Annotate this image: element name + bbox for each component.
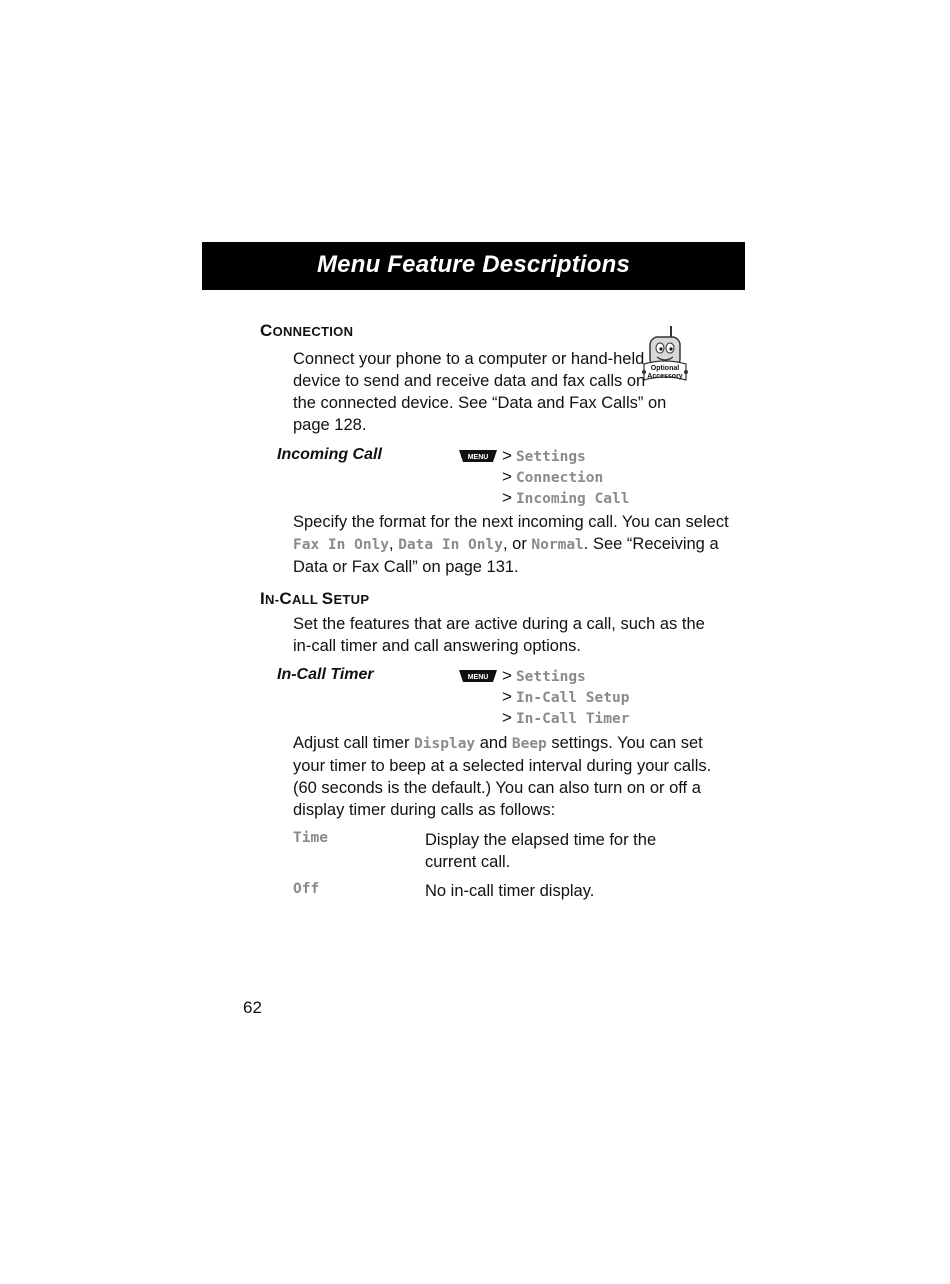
heading-part: ALL	[291, 592, 322, 607]
text-line	[293, 732, 711, 755]
menu-key-label: MENU	[467, 674, 489, 681]
feature-title-in-call-timer: In-Call Timer	[277, 666, 374, 683]
option-data-in-only: Data In Only	[398, 537, 503, 553]
text-line: Set the features that are active during a call, such as the	[293, 615, 705, 633]
menu-key-icon	[459, 670, 497, 682]
heading-part: N-	[265, 592, 280, 607]
badge-line2: Accessory	[647, 373, 683, 380]
text-sep: , or	[502, 535, 532, 553]
text-part: settings. You can set	[546, 734, 703, 752]
text-line: (60 seconds is the default.) You can also turn on or off a	[293, 779, 701, 797]
heading-rest: ONNECTION	[272, 324, 354, 339]
in-call-setup-description	[293, 613, 705, 657]
text-sep: ,	[389, 535, 399, 553]
text-line: Connect your phone to a computer or hand-held	[293, 350, 645, 368]
option-description	[425, 829, 656, 873]
menu-path-item: Connection	[515, 470, 604, 486]
incoming-call-description	[293, 511, 729, 578]
option-beep: Beep	[511, 736, 547, 752]
option-key: Time	[293, 830, 328, 846]
menu-key-icon	[459, 450, 497, 462]
text-line: page 128.	[293, 416, 367, 434]
menu-path-step: > Connection	[502, 467, 604, 486]
text-line: device to send and receive data and fax calls on	[293, 372, 646, 390]
menu-path-item: Settings	[515, 669, 586, 685]
menu-path-item: Settings	[515, 449, 586, 465]
menu-path-step: > In-Call Setup	[502, 687, 630, 706]
in-call-timer-description	[293, 732, 711, 821]
heading-initial: C	[279, 589, 292, 608]
menu-path-item: In-Call Timer	[515, 711, 630, 727]
connection-description	[293, 348, 666, 436]
menu-path-incoming-call	[502, 446, 629, 509]
header-bar	[202, 242, 745, 290]
feature-title-incoming-call: Incoming Call	[277, 446, 382, 463]
menu-path-item: Incoming Call	[515, 491, 630, 507]
text-line: Data or Fax Call” on page 131.	[293, 558, 519, 576]
text-line	[293, 533, 729, 556]
heading-initial: I	[260, 589, 266, 608]
text-part: and	[475, 734, 512, 752]
option-key: Off	[293, 881, 320, 897]
option-normal: Normal	[531, 537, 584, 553]
menu-path-step: > Settings	[502, 666, 586, 685]
badge-line1: Optional	[650, 365, 680, 372]
heading-part: ETUP	[333, 592, 370, 607]
text-after: . See “Receiving a	[583, 535, 719, 553]
option-display: Display	[414, 736, 476, 752]
menu-path-item: In-Call Setup	[515, 690, 630, 706]
menu-path-step: > Incoming Call	[502, 488, 630, 507]
page-number: 62	[243, 998, 262, 1017]
text-line: your timer to beep at a selected interval during your calls.	[293, 757, 712, 775]
heading-initial: S	[321, 589, 334, 608]
text-part: Adjust call timer	[293, 734, 415, 752]
text-line: display timer during calls as follows:	[293, 801, 556, 819]
text-line: in-call timer and call answering options.	[293, 637, 581, 655]
text-line: current call.	[425, 853, 511, 871]
menu-path-step: > Settings	[502, 446, 586, 465]
text-line: Display the elapsed time for the	[425, 831, 657, 849]
menu-path-in-call-timer	[502, 666, 629, 729]
text-line: Specify the format for the next incoming call. You can select	[293, 513, 729, 531]
heading-initial: C	[260, 321, 273, 340]
menu-path-step: > In-Call Timer	[502, 708, 630, 727]
page-title: Menu Feature Descriptions	[316, 251, 631, 278]
option-fax-in-only: Fax In Only	[293, 537, 390, 553]
text-line: the connected device. See “Data and Fax Calls” on	[293, 394, 667, 412]
menu-key-label: MENU	[467, 454, 489, 461]
section-heading-in-call-setup	[260, 589, 369, 609]
section-heading-connection	[260, 321, 353, 341]
option-description	[425, 880, 594, 902]
text-line: No in-call timer display.	[425, 882, 595, 900]
